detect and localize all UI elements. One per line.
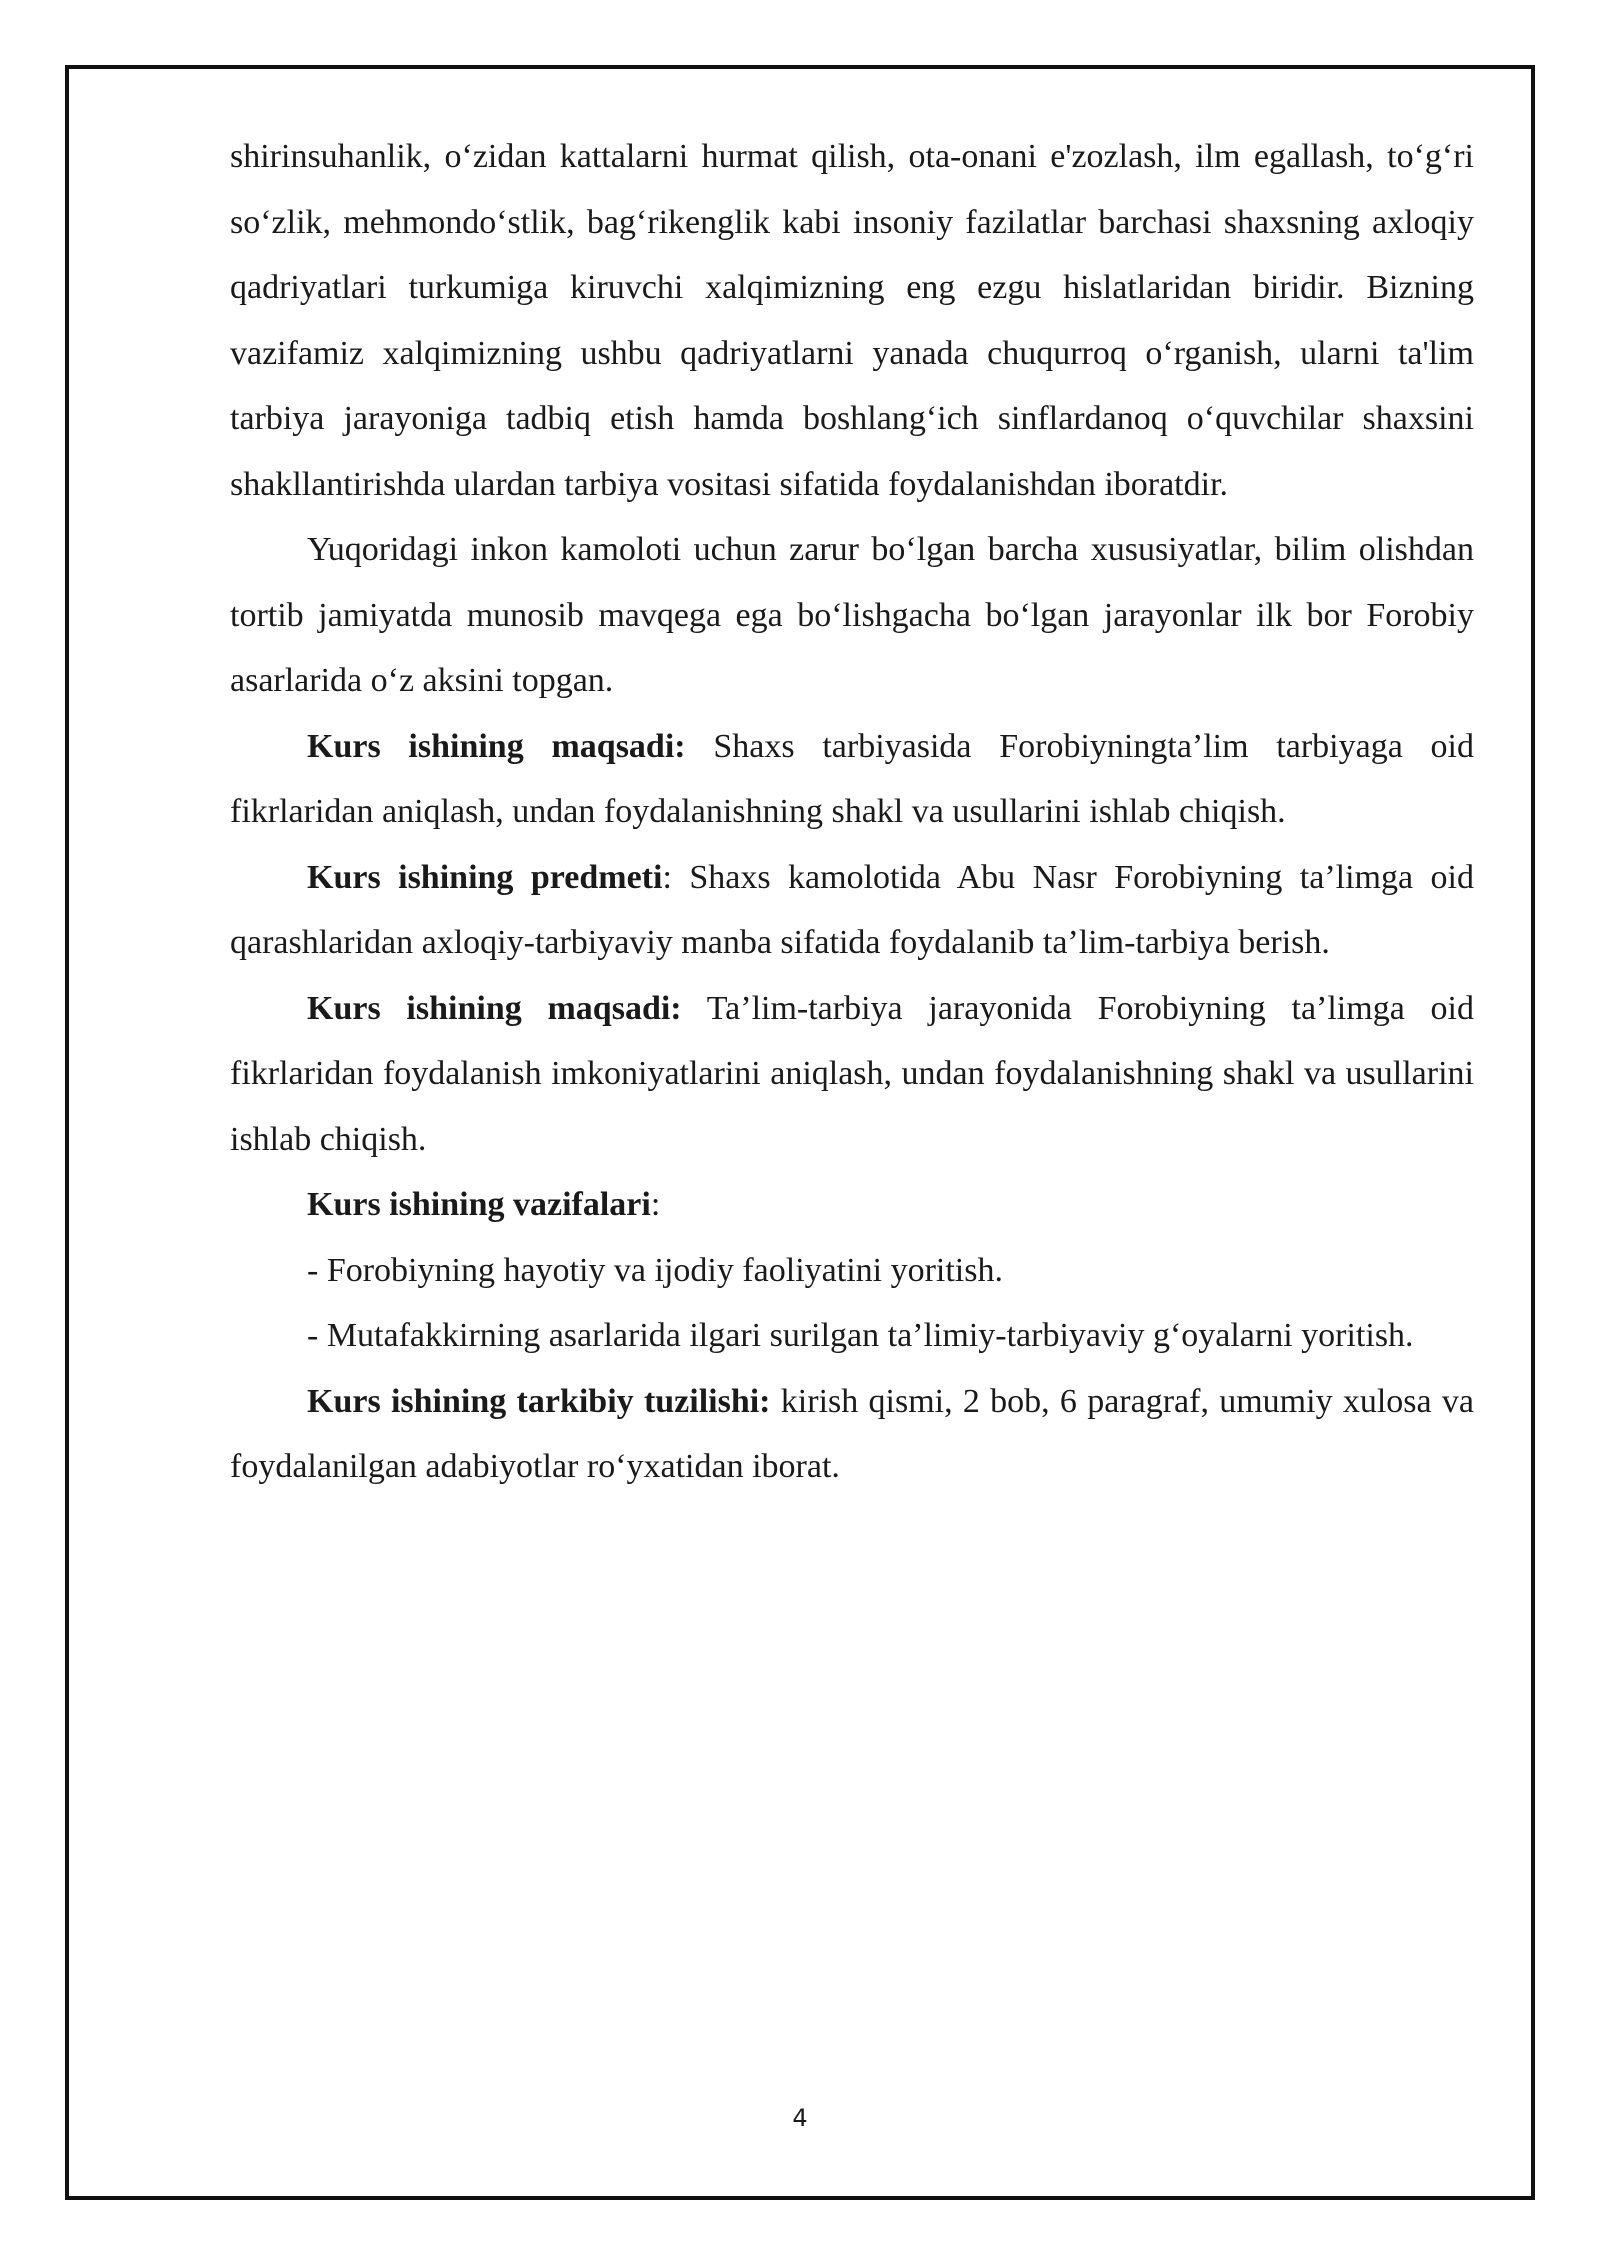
paragraph-text: Ta’lim-tarbiya jarayonida Forobiyning ta’limga oid fikrlaridan foydalanish imkoniyatlarini aniqlash, undan foydalanishning shakl va usullarini ishlab chiqish. (230, 989, 1474, 1158)
document-body (230, 124, 1474, 1500)
paragraph-text: shirinsuhanlik, o‘zidan kattalarni hurmat qilish, ota-onani e'zozlash, ilm egallash, to‘g‘ri so‘zlik, mehmondo‘stlik, bag‘rikenglik kabi insoniy fazilatlar barchasi shaxsning axloqiy qadriyatlari turkumiga kiruvchi xalqimizning eng ezgu hislatlaridan biridir. Bizning vazifamiz xalqimizning ushbu qadriyatlarni yanada chuqurroq o‘rganish, ularni ta'lim tarbiya jarayoniga tadbiq etish hamda boshlang‘ich sinflardanoq o‘quvchilar shaxsini shakllantirishda ulardan tarbiya vositasi sifatida foydalanishdan iboratdir. (230, 138, 1474, 503)
paragraph-text: Yuqoridagi inkon kamoloti uchun zarur bo‘lgan barcha xususiyatlar, bilim olishdan tortib jamiyatda munosib mavqega ega bo‘lishgacha bo‘lgan jarayonlar ilk bor Forobiy asarlarida o‘z aksini topgan. (230, 531, 1474, 699)
paragraph-heading: Kurs ishining maqsadi: (307, 989, 682, 1027)
list-item (230, 1238, 1474, 1304)
list-item-text: - Forobiyning hayotiy va ijodiy faoliyatini yoritish. (307, 1251, 1003, 1289)
paragraph-heading: Kurs ishining maqsadi: (307, 727, 686, 765)
paragraph-subject (230, 845, 1474, 976)
paragraph-text: : Shaxs kamolotida Abu Nasr Forobiyning ta’limga oid qarashlaridan axloqiy-tarbiyaviy manba sifatida foydalanib ta’lim-tarbiya berish. (230, 858, 1474, 961)
paragraph-continuation (230, 124, 1474, 517)
paragraph-structure (230, 1369, 1474, 1500)
paragraph-heading: Kurs ishining vazifalari (307, 1186, 651, 1223)
page-number: 4 (792, 2104, 808, 2132)
paragraph-text: Shaxs tarbiyasida Forobiyningta’lim tarbiyaga oid fikrlaridan aniqlash, undan foydalanishning shakl va usullarini ishlab chiqish. (230, 727, 1474, 830)
paragraph-text: kirish qismi, 2 bob, 6 paragraf, umumiy xulosa va foydalanilgan adabiyotlar ro‘yxatidan iborat. (230, 1382, 1474, 1485)
paragraph-farobi-intro (230, 517, 1474, 714)
list-item-text: - Mutafakkirning asarlarida ilgari surilgan ta’limiy-tarbiyaviy g‘oyalarni yoritish. (307, 1317, 1414, 1354)
paragraph-goal-2 (230, 976, 1474, 1173)
list-item (230, 1303, 1474, 1369)
paragraph-goal (230, 714, 1474, 845)
paragraph-heading: Kurs ishining predmeti (307, 858, 663, 896)
paragraph-heading: Kurs ishining tarkibiy tuzilishi: (307, 1382, 771, 1420)
paragraph-tasks (230, 1172, 1474, 1238)
paragraph-text: : (650, 1186, 661, 1223)
